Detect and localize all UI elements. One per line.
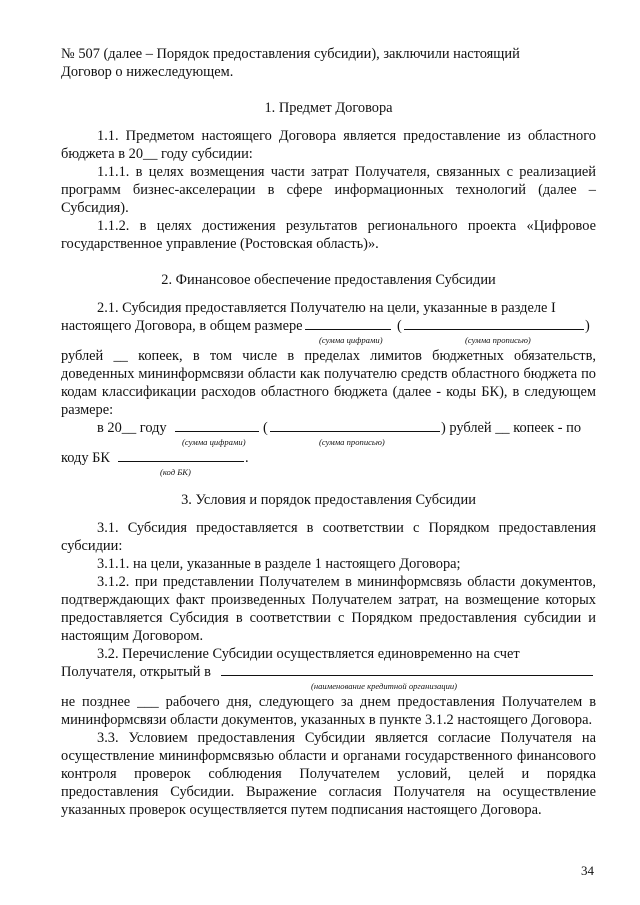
caption-code: (код БК) (160, 467, 191, 477)
year-amount-digits-blank[interactable] (175, 419, 259, 432)
clause-3-3: 3.3. Условием предоставления Субсидии является согласие Получателя на осуществление мининформсвязью области и органами государственного финансового контроля проверок соблюдения Получателем условий, целей и порядка предоставления Субсидии. Выражение согласия Получателя на осуществление указанных проверок осуществляется путем подписания настоящего Договора. (61, 730, 596, 818)
budget-code-blank[interactable] (118, 449, 244, 462)
caption-sum-words-2: (сумма прописью) (319, 437, 385, 447)
open-paren-2: ( (263, 420, 268, 436)
intro-line-1: № 507 (далее – Порядок предоставления субсидии), заключили настоящий (61, 46, 520, 62)
amount-words-blank[interactable] (404, 317, 584, 330)
caption-row-2 (61, 437, 596, 449)
budget-code-row (61, 449, 596, 467)
clause-3-1-1: 3.1.1. на цели, указанные в разделе 1 настоящего Договора; (97, 556, 461, 572)
year-amount-row (61, 419, 596, 437)
caption-sum-digits-2: (сумма цифрами) (182, 437, 246, 447)
open-paren: ( (397, 318, 402, 334)
caption-row-4 (61, 681, 596, 693)
year-prefix: в 20__ году (97, 420, 167, 436)
clause-1-1-2: 1.1.2. в целях достижения результатов регионального проекта «Цифровое государственное управление (Ростовская область)». (61, 218, 596, 252)
year-suffix: ) рублей __ копеек - по (441, 420, 582, 436)
section-2-title: 2. Финансовое обеспечение предоставления Субсидии (161, 272, 496, 288)
close-paren: ) (585, 318, 590, 334)
caption-sum-words: (сумма прописью) (465, 335, 531, 345)
clause-2-1-text: настоящего Договора, в общем размере (61, 318, 303, 334)
clause-2-1-line-1: 2.1. Субсидия предоставляется Получателю на цели, указанные в разделе I (97, 300, 556, 316)
clause-3-1: 3.1. Субсидия предоставляется в соответствии с Порядком предоставления субсидии: (61, 520, 596, 554)
clause-3-1-2: 3.1.2. при представлении Получателем в мининформсвязь области документов, подтверждающих факт произведенных Получателем затрат, на возмещение которых предоставляется Субсидия в соответствии с Порядком предоставления субсидии и настоящим Договором. (61, 574, 596, 644)
clause-2-1-line-2 (61, 317, 596, 335)
bank-prefix: Получателя, открытый в (61, 664, 211, 680)
code-suffix: . (245, 450, 249, 466)
section-3-title: 3. Условия и порядок предоставления Субсидии (181, 492, 476, 508)
caption-row-1 (61, 335, 596, 347)
caption-row-3 (61, 467, 596, 479)
clause-1-1-1: 1.1.1. в целях возмещения части затрат Получателя, связанных с реализацией программ бизнес-акселерации в сфере информационных технологий (далее – Субсидия). (61, 164, 596, 216)
document-body (61, 45, 596, 819)
page-number: 34 (581, 863, 594, 878)
clause-1-1: 1.1. Предметом настоящего Договора является предоставление из областного бюджета в 20__ году субсидии: (61, 128, 596, 162)
bank-name-blank[interactable] (221, 663, 593, 676)
bank-row (61, 663, 596, 681)
caption-sum-digits: (сумма цифрами) (319, 335, 383, 345)
caption-bank: (наименование кредитной организации) (311, 681, 458, 691)
section-1-title: 1. Предмет Договора (264, 100, 393, 116)
intro-line-2: Договор о нижеследующем. (61, 64, 234, 80)
clause-3-2-continued: не позднее ___ рабочего дня, следующего за днем предоставления Получателем в мининформсвязи области документов, указанных в пункте 3.1.2 настоящего Договора. (61, 694, 596, 728)
code-prefix: коду БК (61, 450, 111, 466)
amount-digits-blank[interactable] (305, 317, 391, 330)
clause-2-1-continued: рублей __ копеек, в том числе в пределах лимитов бюджетных обязательств, доведенных мининформсвязи области как получателю средств областного бюджета по кодам классификации расходов областного бюджета (далее - коды БК), в следующем размере: (61, 348, 596, 418)
clause-3-2-line-1: 3.2. Перечисление Субсидии осуществляется единовременно на счет (97, 646, 520, 662)
year-amount-words-blank[interactable] (270, 419, 440, 432)
